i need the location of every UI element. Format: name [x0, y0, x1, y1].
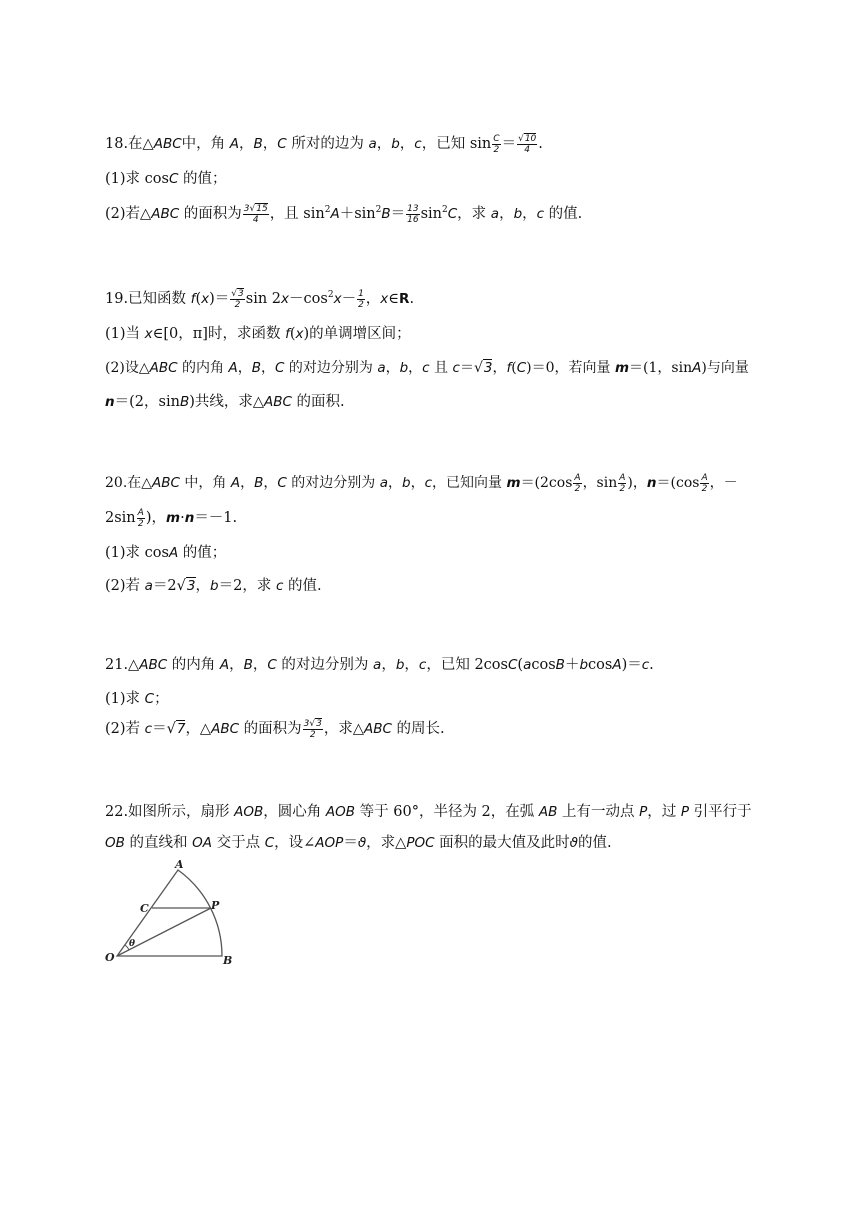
- fraction: $\frac{3√15}{4}$: [243, 203, 268, 225]
- problem-22-line-1: 22.如图所示，扇形 AOB，圆心角 AOB 等于 60°，半径为 2，在弧 AB 上有一动点 P，过 P 引平行于: [105, 804, 752, 820]
- problem-22-line-2: OB 的直线和 OA 交于点 C，设∠AOP＝ϑ，求△POC 面积的最大值及此时ϑ的值.: [105, 835, 612, 851]
- label-a: A: [175, 858, 184, 871]
- problem-21-line-3: (2)若 c＝√7，△ABC 的面积为 $\frac{3√3}{2}$ ，求△ABC 的周长.: [105, 718, 445, 740]
- fraction: $\frac{√10}{4}$: [518, 133, 537, 155]
- fraction: $\frac{13}{16}$: [407, 203, 419, 225]
- problem-20-line-4: (2)若 a＝2√3，b＝2，求 c 的值.: [105, 578, 322, 594]
- label-p: P: [211, 899, 220, 912]
- problem-19-line-4: n＝(2，sinB)共线，求△ABC 的面积.: [105, 394, 345, 410]
- problem-18-line-1: 18.在△ABC中，角 A，B，C 所对的边为 a，b，c，已知 sin $\frac{C}{2}$ ＝ $\frac{√10}{4}$ .: [105, 133, 543, 155]
- problem-18-line-2: (1)求 cosC 的值；: [105, 171, 227, 187]
- fraction: $\frac{3√3}{2}$: [303, 718, 322, 740]
- fraction: $\frac{A}{2}$: [619, 472, 626, 494]
- fraction: $\frac{A}{2}$: [137, 507, 144, 529]
- label-c: C: [140, 902, 149, 915]
- problem-21-line-2: (1)求 C；: [105, 691, 169, 707]
- problem-20-line-1: 20.在△ABC 中，角 A，B，C 的对边分别为 a，b，c，已知向量 m＝(2cos $\frac{A}{2}$ ，sin $\frac{A}{2}$ )，n＝(cos $\frac{A}{2}$ ，－: [105, 472, 738, 494]
- problem-19-line-1: 19.已知函数 f(x)＝ $\frac{√3}{2}$ $\sin 2x-\cos^2x-$ $\frac{1}{2}$ ，x∈R.: [105, 288, 415, 310]
- problem-20-line-3: (1)求 cosA 的值；: [105, 545, 227, 561]
- label-o: O: [105, 951, 115, 964]
- problem-19-line-3: (2)设△ABC 的内角 A，B，C 的对边分别为 a，b，c 且 c＝√3，f(C)＝0，若向量 m＝(1，sinA)与向量: [105, 360, 749, 376]
- fraction: $\frac{A}{2}$: [574, 472, 581, 494]
- fraction: $\frac{A}{2}$: [701, 472, 708, 494]
- label-theta: θ: [129, 939, 136, 949]
- problem-20-line-2: 2sin $\frac{A}{2}$ )，m·n＝－1.: [105, 507, 238, 529]
- sector-figure: [100, 855, 240, 970]
- problem-21-line-1: 21.△ABC 的内角 A，B，C 的对边分别为 a，b，c，已知 2cosC(acosB＋bcosA)＝c.: [105, 657, 654, 673]
- label-b: B: [223, 954, 233, 967]
- problem-19-line-2: (1)当 x∈[0，π]时，求函数 f(x)的单调增区间；: [105, 326, 411, 342]
- fraction: $\frac{C}{2}$: [493, 133, 500, 155]
- fraction: $\frac{1}{2}$: [358, 288, 364, 310]
- fraction: $\frac{√3}{2}$: [231, 288, 244, 310]
- problem-18-line-3: (2)若△ABC 的面积为 $\frac{3√15}{4}$ ，且 $\sin^2A+\sin^2B=$ $\frac{13}{16}$ $\sin^2C$，求 a，b，c 的值.: [105, 203, 583, 225]
